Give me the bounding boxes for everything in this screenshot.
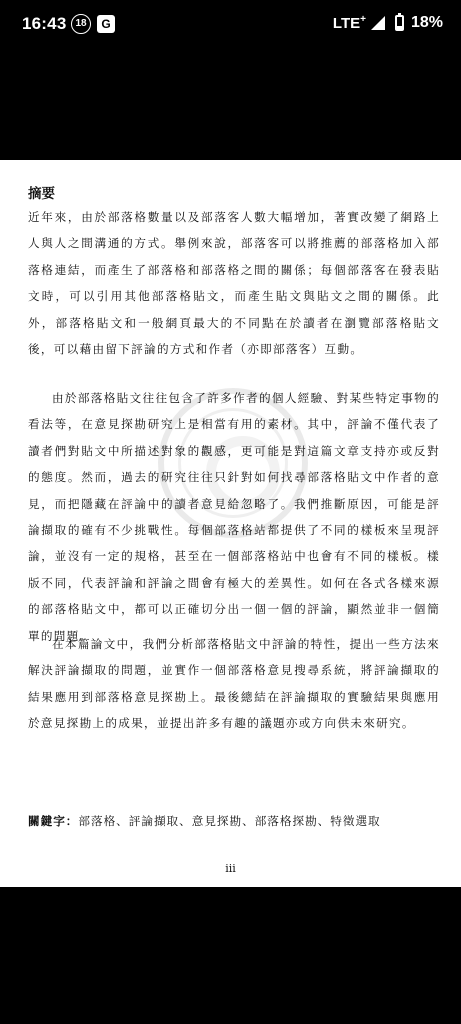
keywords-line [28, 813, 381, 829]
battery-icon [395, 15, 404, 31]
notification-badge-icon: 18 [71, 14, 91, 34]
abstract-paragraph-3: 在本篇論文中，我們分析部落格貼文中評論的特性，提出一些方法來解決評論擷取的問題，並實作一個部落格意見搜尋系統，將評論擷取的結果應用到部落格意見探勘上。最後總結在評論擷取的實驗結果與應用於意見探勘上的成果，並提出許多有趣的議題亦或方向供未來研究。 [28, 637, 440, 731]
keywords-label: 關鍵字： [28, 814, 79, 828]
document-page[interactable] [0, 160, 461, 887]
signal-icon [371, 16, 385, 30]
status-indicators [333, 14, 443, 32]
status-bar [0, 0, 461, 50]
abstract-paragraph-2: 由於部落格貼文往往包含了許多作者的個人經驗、對某些特定事物的看法等，在意見探勘研究上是相當有用的素材。其中，評論不僅代表了讀者們對貼文中所描述對象的觀感，更可能是對這篇文章支持亦或反對的態度。然而，過去的研究往往只針對如何找尋部落格貼文中作者的意見，而把隱藏在評論中的讀者意見給忽略了。我們推斷原因，可能是評論擷取的確有不少挑戰性。每個部落格站都提供了不同的樣板來呈現評論，並沒有一定的規格，甚至在一個部落格站中也會有不同的樣板。樣版不同，代表評論和評論之間會有極大的差異性。如何在各式各樣來源的部落格貼文中，都可以正確切分出一個一個的評論，顯然並非一個簡單的問題。 [28, 391, 440, 643]
translate-icon: G [97, 15, 115, 33]
abstract-paragraph-1: 近年來，由於部落格數量以及部落客人數大幅增加，著實改變了網路上人與人之間溝通的方式。舉例來說，部落客可以將推薦的部落格加入部落格連結，而產生了部落格和部落格之間的關係；每個部落客在發表貼文時，可以引用其他部落格貼文，而產生貼文與貼文之間的關係。此外，部落格貼文和一般網頁最大的不同點在於讀者在瀏覽部落格貼文後，可以藉由留下評論的方式和作者（亦即部落客）互動。 [28, 210, 440, 357]
abstract-heading: 摘要 [28, 186, 55, 202]
page-number: iii [225, 862, 236, 875]
battery-level: 18% [410, 14, 443, 31]
network-type: LTE+ [332, 14, 366, 32]
keywords-list: 部落格、評論擷取、意見探勘、部落格探勘、特徵選取 [78, 814, 381, 828]
clock: 16:43 [22, 14, 67, 33]
